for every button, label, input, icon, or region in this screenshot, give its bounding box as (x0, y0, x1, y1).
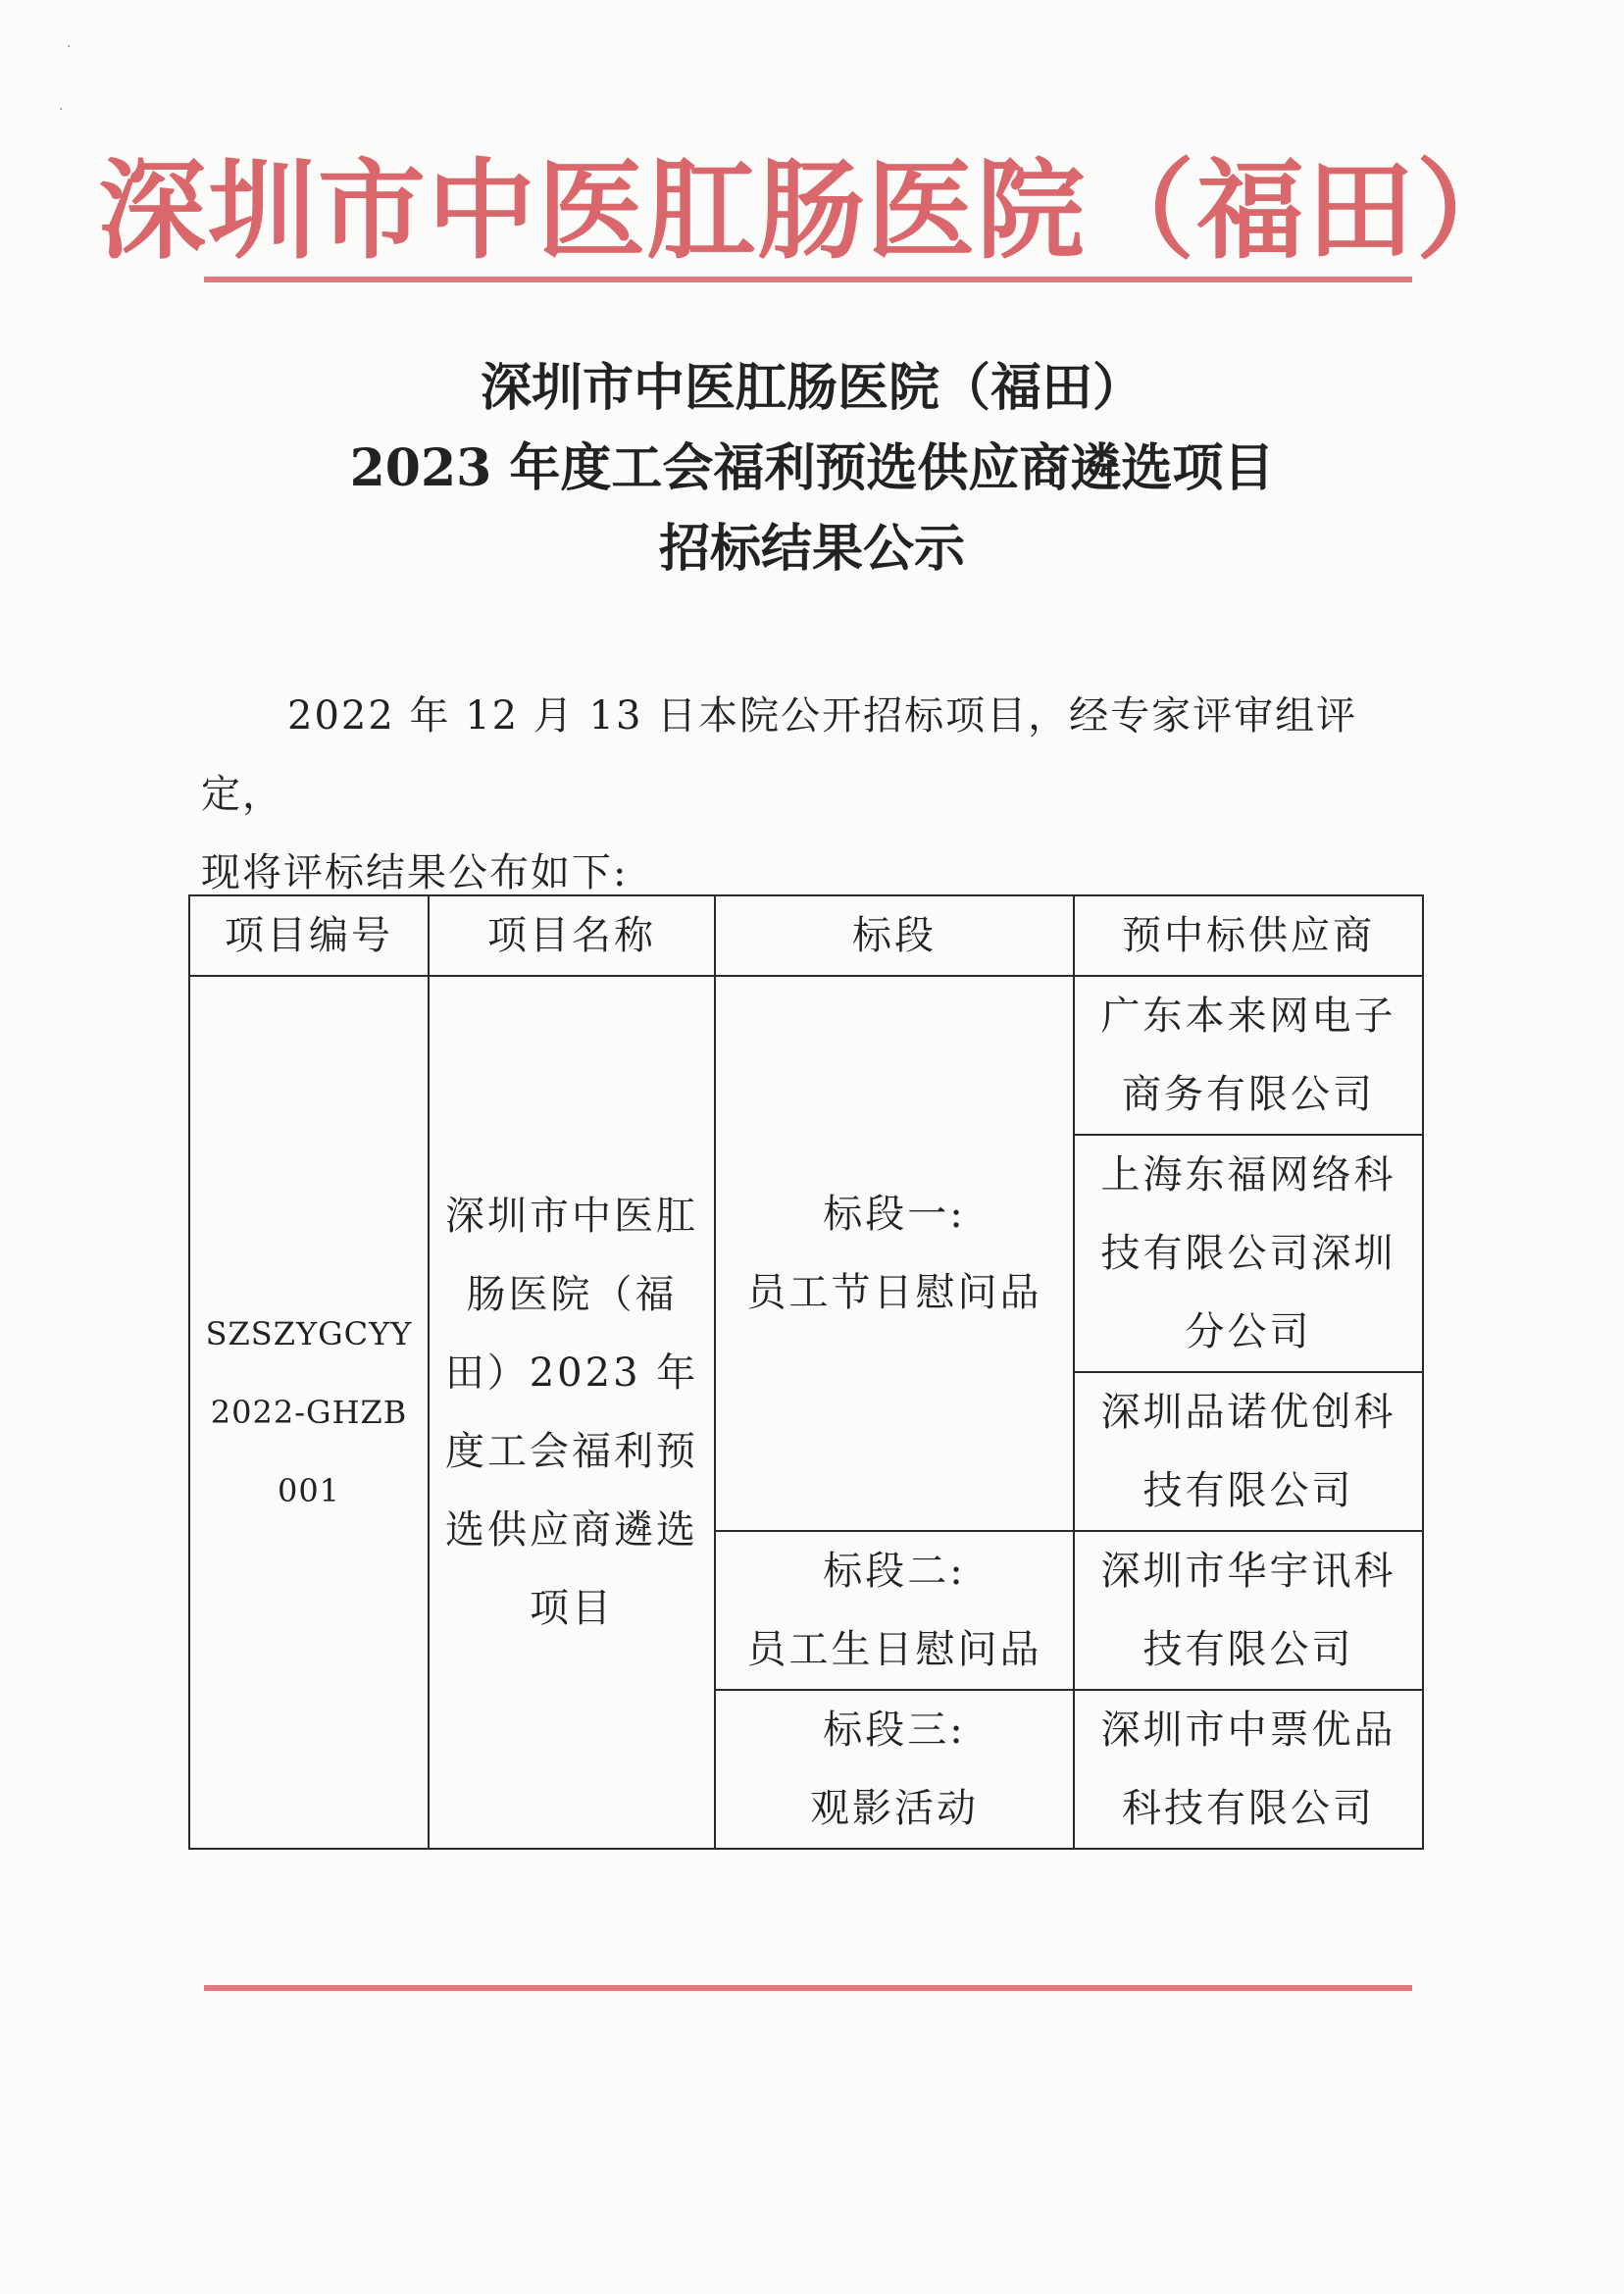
lot-1-name: 员工节日慰问品 (746, 1270, 1042, 1315)
header-project-name: 项目名称 (429, 895, 715, 976)
table-row (189, 976, 1423, 1135)
title-line-3: 招标结果公示 (658, 519, 965, 579)
header-supplier: 预中标供应商 (1074, 895, 1423, 976)
lot-3-cell (715, 1690, 1074, 1849)
lot-2-cell (715, 1531, 1074, 1690)
scan-mark: · (59, 102, 64, 118)
supplier-cell: 深圳市华宇讯科技有限公司 (1074, 1531, 1423, 1690)
lot-2-name: 员工生日慰问品 (746, 1627, 1042, 1672)
supplier-cell: 深圳品诺优创科技有限公司 (1074, 1372, 1423, 1531)
project-name-cell: 深圳市中医肛肠医院（福田）2023 年度工会福利预选供应商遴选项目 (429, 976, 715, 1849)
lot-3-name: 观影活动 (810, 1786, 979, 1831)
letterhead: 深圳市中医肛肠医院（福田） (98, 148, 1526, 274)
header-lot: 标段 (715, 895, 1074, 976)
footer-rule (204, 1985, 1412, 1991)
lot-1-label: 标段一: (823, 1192, 966, 1237)
title-line-2: 2023 年度工会福利预选供应商遴选项目 (349, 438, 1275, 498)
intro-paragraph (201, 677, 1417, 912)
results-table (188, 894, 1424, 1850)
supplier-cell: 上海东福网络科技有限公司深圳分公司 (1074, 1135, 1423, 1372)
supplier-cell: 深圳市中票优品科技有限公司 (1074, 1690, 1423, 1849)
intro-line-2: 现将评标结果公布如下: (201, 850, 629, 895)
title-line-1: 深圳市中医肛肠医院（福田） (480, 358, 1143, 418)
table-header-row (189, 895, 1423, 976)
lot-2-label: 标段二: (823, 1549, 966, 1594)
header-project-code: 项目编号 (189, 895, 429, 976)
lot-1-cell (715, 976, 1074, 1531)
scan-mark: · (67, 39, 72, 55)
supplier-cell: 广东本来网电子商务有限公司 (1074, 976, 1423, 1135)
lot-3-label: 标段三: (823, 1708, 966, 1753)
intro-line-1: 2022 年 12 月 13 日本院公开招标项目，经专家评审组评定， (201, 693, 1358, 817)
document-title (0, 348, 1624, 589)
project-code-cell: SZSZYGCYY2022-GHZB001 (189, 976, 429, 1849)
letterhead-rule (204, 277, 1412, 282)
